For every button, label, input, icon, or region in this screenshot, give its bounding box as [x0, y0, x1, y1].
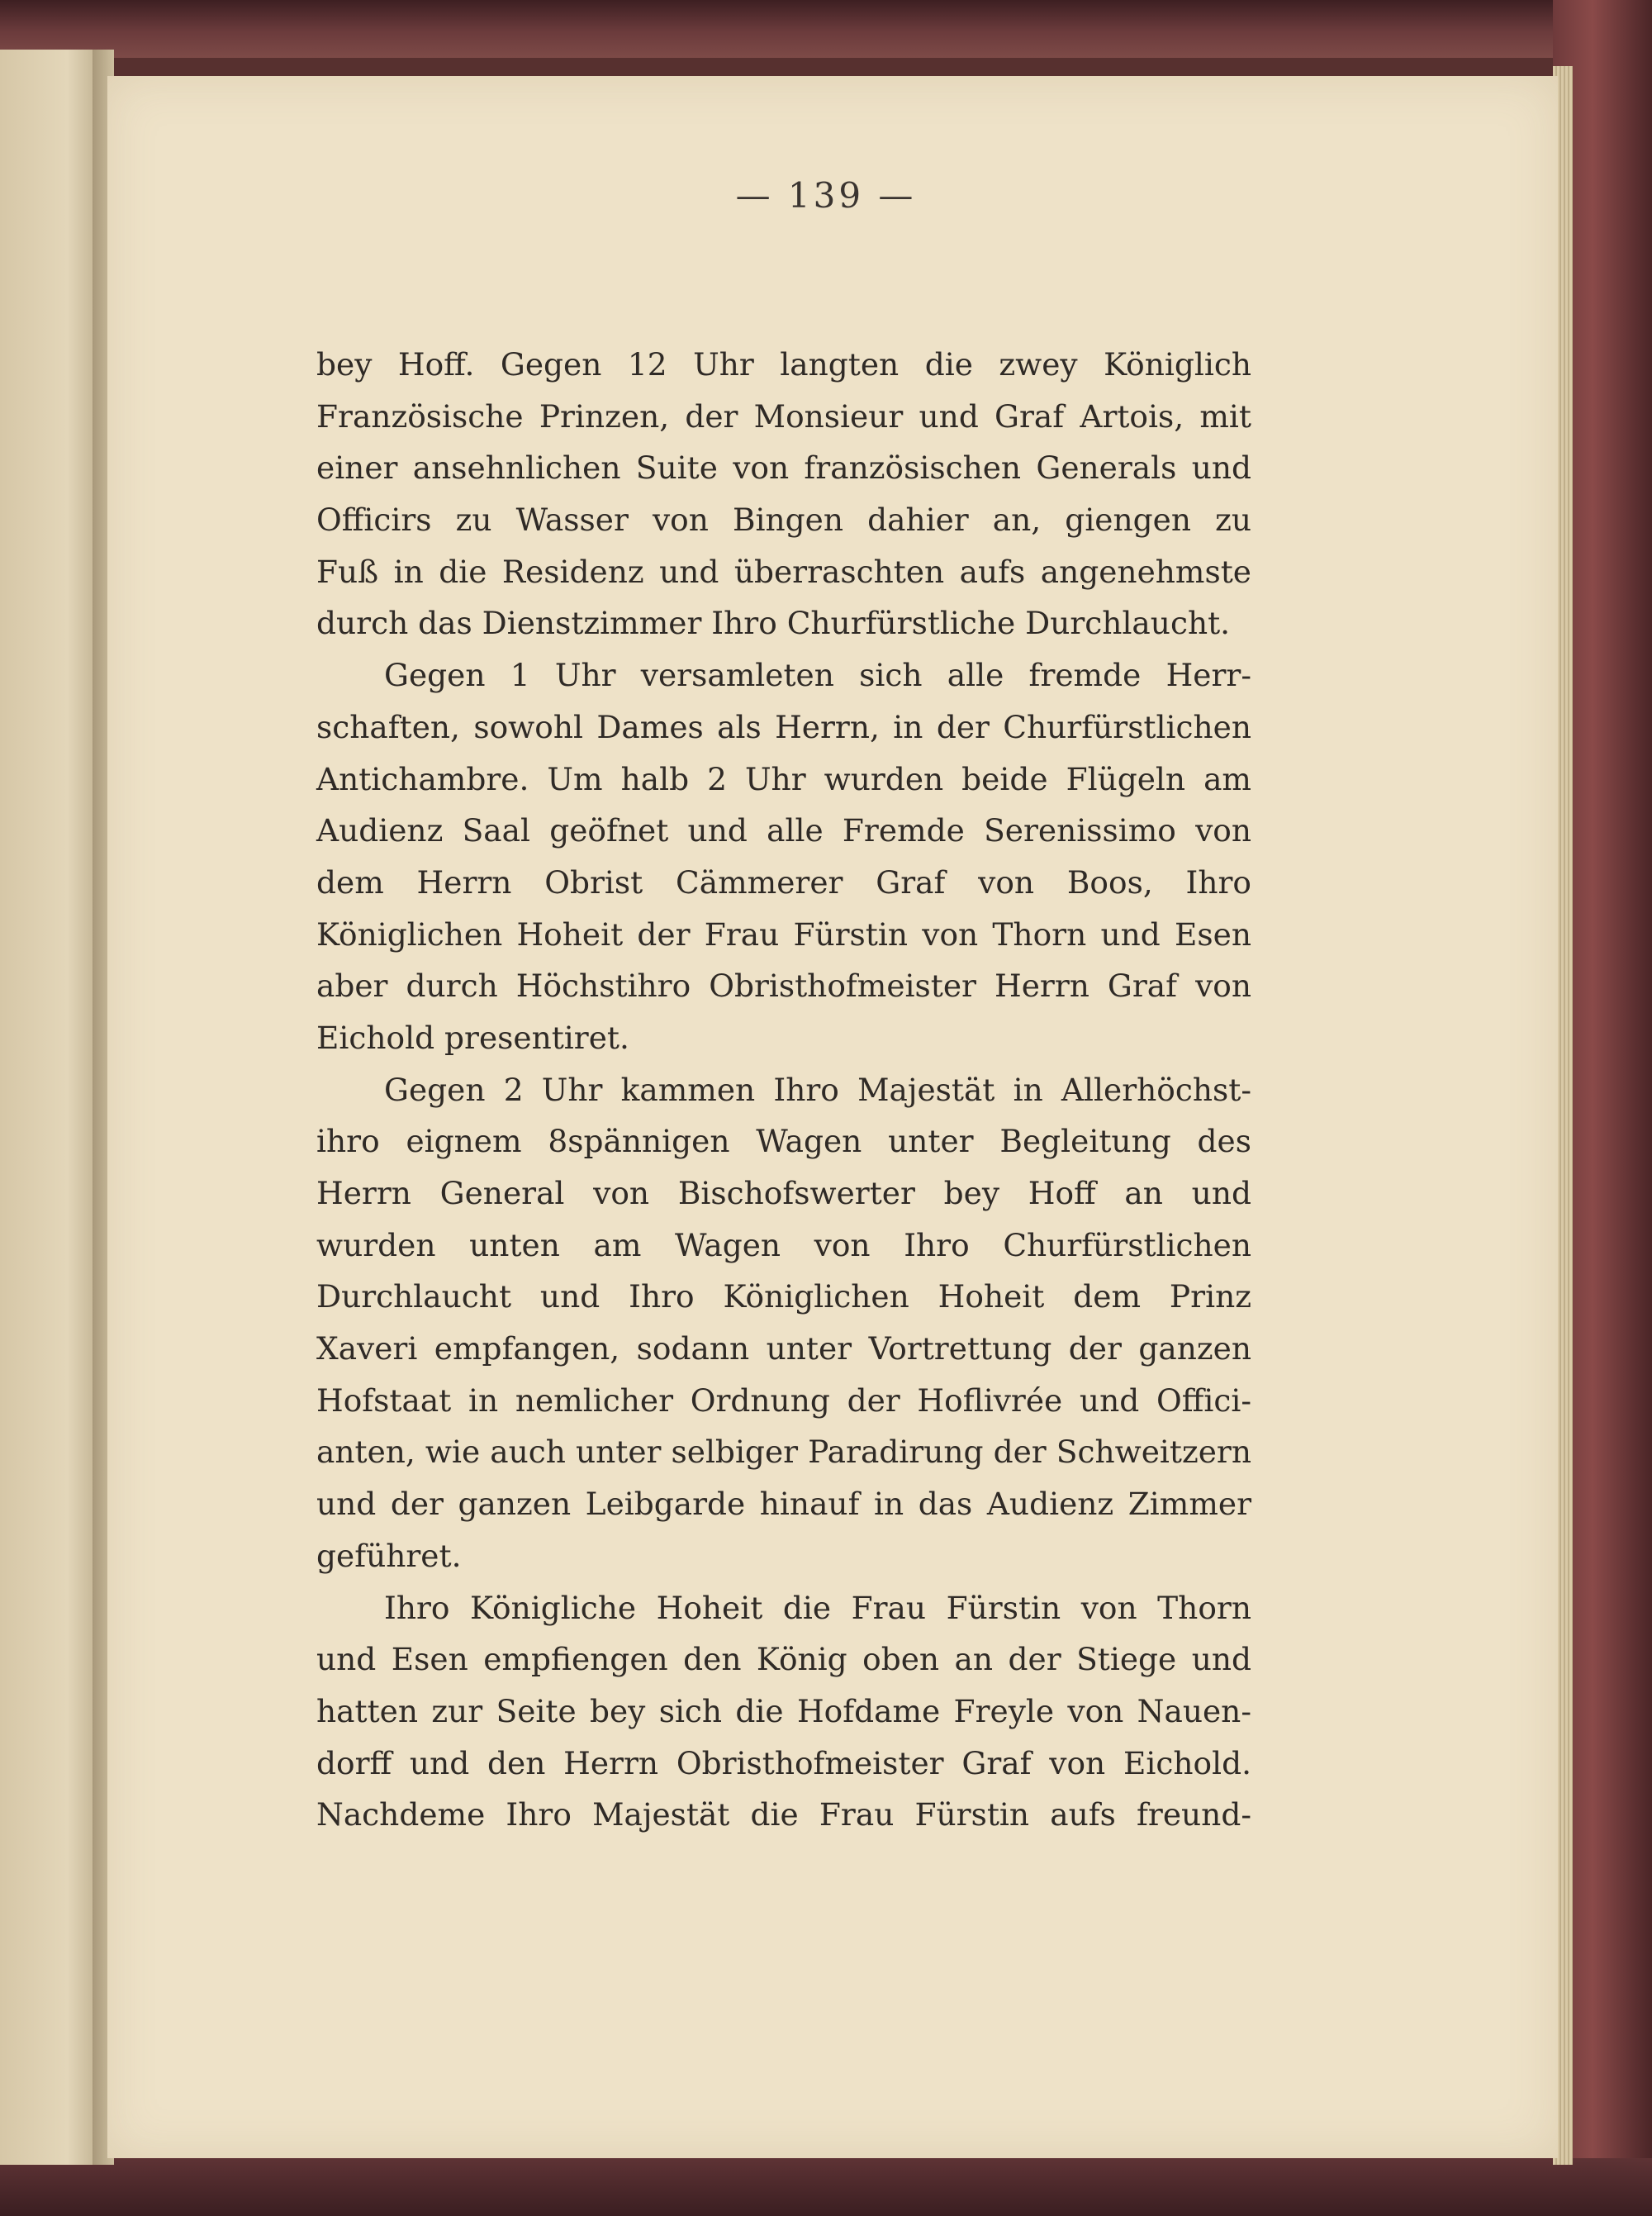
page-body-text [316, 339, 1251, 1841]
text-line: Durchlaucht und Ihro Königlichen Hoheit dem Prinz [316, 1278, 1251, 1315]
text-line: Audienz Saal geöfnet und alle Fremde Serenissimo von [316, 812, 1251, 849]
book-cover-top-edge [0, 0, 1652, 58]
text-line: Gegen 1 Uhr versamleten sich alle fremde Herr- [384, 657, 1251, 694]
page-number: — 139 — [735, 175, 917, 216]
text-line: wurden unten am Wagen von Ihro Churfürstlichen [316, 1226, 1251, 1263]
text-line: Fuß in die Residenz und überraschten aufs angenehmste [316, 553, 1251, 590]
text-line: Antichambre. Um halb 2 Uhr wurden beide Flügeln am [316, 760, 1251, 797]
text-line: ihro eignem 8spännigen Wagen unter Begleitung des [316, 1123, 1251, 1160]
text-line: Ihro Königliche Hoheit die Frau Fürstin von Thorn [384, 1589, 1251, 1626]
text-line: einer ansehnlichen Suite von französischen Generals und [316, 449, 1251, 487]
text-line: und der ganzen Leibgarde hinauf in das Audienz Zimmer [316, 1486, 1251, 1523]
text-line: schaften, sowohl Dames als Herrn, in der Churfürstlichen [316, 708, 1251, 745]
text-line: Officirs zu Wasser von Bingen dahier an, giengen zu [316, 502, 1251, 539]
text-line: bey Hoff. Gegen 12 Uhr langten die zwey Königlich [316, 346, 1251, 383]
text-line: durch das Dienstzimmer Ihro Churfürstliche Durchlaucht. [316, 605, 1231, 642]
text-line: Eichold presentiret. [316, 1019, 629, 1056]
text-line: und Esen empfiengen den König oben an der Stiege und [316, 1641, 1251, 1678]
text-line: Xaveri empfangen, sodann unter Vortrettung der ganzen [316, 1330, 1251, 1367]
text-line: Nachdeme Ihro Majestät die Frau Fürstin aufs freund- [316, 1796, 1251, 1833]
facing-page-edge [0, 50, 103, 2165]
book-cover-bottom-edge [0, 2158, 1652, 2216]
text-line: Hofstaat in nemlicher Ordnung der Hoflivrée und Offici- [316, 1381, 1251, 1419]
text-line: dorff und den Herrn Obristhofmeister Graf von Eichold. [316, 1744, 1251, 1781]
text-line: Gegen 2 Uhr kammen Ihro Majestät in Allerhöchst- [384, 1071, 1251, 1108]
text-line: dem Herrn Obrist Cämmerer Graf von Boos, Ihro [316, 863, 1251, 901]
text-line: geführet. [316, 1537, 462, 1574]
text-line: Französische Prinzen, der Monsieur und Graf Artois, mit [316, 397, 1251, 435]
text-line: anten, wie auch unter selbiger Paradirung der Schweitzern [316, 1434, 1251, 1471]
text-line: aber durch Höchstihro Obristhofmeister Herrn Graf von [316, 968, 1251, 1005]
text-line: Königlichen Hoheit der Frau Fürstin von Thorn und Esen [316, 915, 1251, 953]
text-line: hatten zur Seite bey sich die Hofdame Freyle von Nauen- [316, 1692, 1251, 1729]
text-line: Herrn General von Bischofswerter bey Hoff an und [316, 1175, 1251, 1211]
